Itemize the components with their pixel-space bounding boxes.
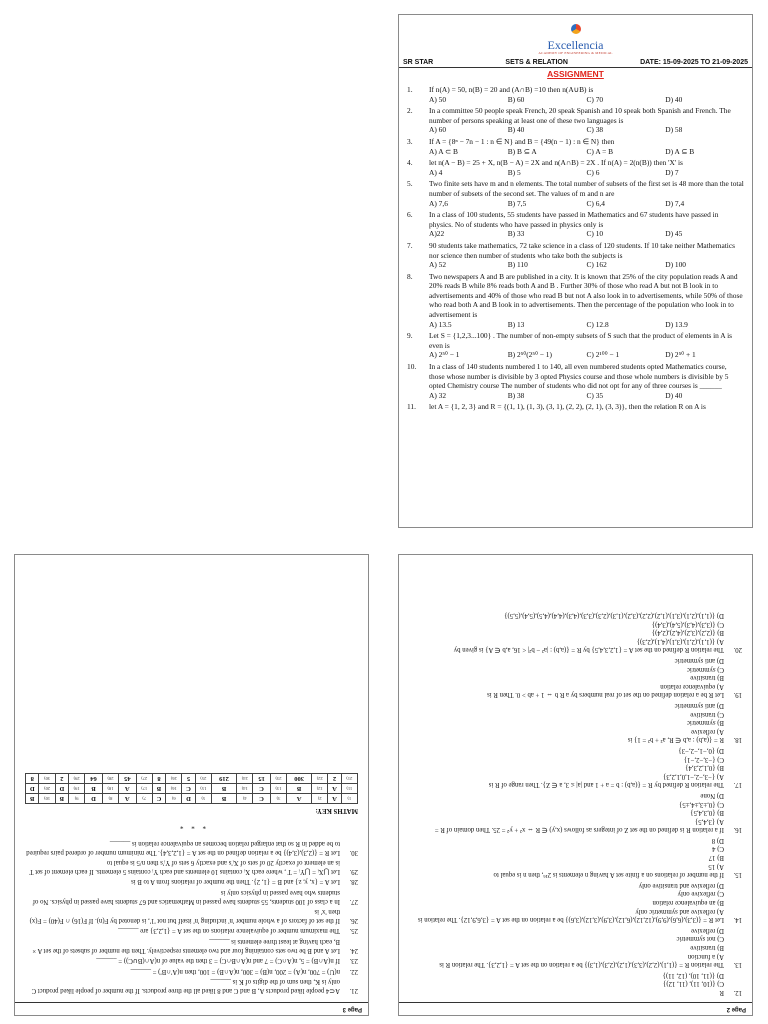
answer-key-number: 29)	[69, 774, 85, 784]
answer-key-answer: 64	[85, 774, 102, 784]
option: D) anti symmetric	[674, 702, 724, 709]
answer-key-row	[26, 794, 358, 804]
question	[15, 907, 368, 924]
option: A) 60	[429, 125, 447, 135]
question-number: 1.	[407, 85, 413, 94]
question	[399, 272, 752, 330]
question-text: The relation R defined on the set A = {1,2,3,4,5} by R = {(a,b) : |a² − b²| < 16, a,b ∈ A} is given by	[453, 646, 724, 654]
question-text: If the set of factors of a whole number 'n' including 'n' itself but not '1', is denoted by F(n). If F(16) ∩ F(40) = F(x) then 'x' is	[29, 908, 340, 924]
answer-key-answer: 8	[26, 774, 39, 784]
option: C) 35	[586, 390, 604, 400]
option: A) {(1,1),(2,1),(3,1),(4,1),(2,3)}	[636, 637, 724, 645]
question-text: In a class of 100 students, 55 students have passed in Mathematics and 67 students have passed in physics. No of students who have passed in physics only is	[32, 889, 340, 905]
option: C) 6,4	[586, 198, 605, 208]
question-number: 14.	[733, 916, 742, 924]
answer-key-answer: D	[85, 794, 102, 804]
option: B) 38	[507, 390, 525, 400]
option: C) 6	[586, 167, 600, 177]
question-number: 29.	[349, 867, 358, 875]
question-text: Let R be a relation defined on the set of real numbers by a R b ⇔ 1 + ab > 0. Then R is	[487, 691, 724, 699]
question-number: 23.	[349, 957, 358, 965]
question-text: n(U) = 700, n(A) = 200, n(B) = 300, n(A∩B) = 100, then n(A'∩B') = ______	[130, 967, 340, 975]
question-body	[429, 210, 744, 239]
header-batch: SR STAR	[403, 59, 434, 66]
question-text: If a relation R is defined on the set Z of integers as follows (x,y) ∈ R ⇔ x² + y² = 25. Then domain of R =	[434, 826, 724, 834]
answer-key-answer: D	[55, 784, 68, 794]
options	[429, 95, 744, 105]
question-number: 13.	[733, 961, 742, 969]
answer-key-number: 20)	[39, 784, 55, 794]
answer-key-number: 18)	[102, 784, 118, 794]
answer-key-answer: 15	[253, 774, 270, 784]
question-number: 9.	[407, 331, 413, 341]
answer-key-title: MATHS KEY:	[315, 807, 358, 815]
option: B) {0,1,2,3,4}	[685, 764, 724, 772]
option: D) reflexive	[690, 926, 724, 934]
logo	[399, 21, 752, 56]
question-text: A⊂4 people liked products A, B and C and 8 liked all the three products. If the number of people liked product C only is K, then sum of the digits of K is ______	[31, 978, 340, 994]
answer-key-number: 16)	[166, 784, 182, 794]
answer-key-number: 6)	[166, 794, 182, 804]
question-number: 17.	[733, 781, 742, 789]
question-number: 3.	[407, 136, 413, 146]
answer-key-number: 21)	[341, 774, 357, 784]
option: C) {0,±3,±4,±5}	[679, 800, 724, 808]
question-text: If A = {8ⁿ − 7n − 1 : n ∈ N} and B = {49(n − 1) : n ∈ N} then	[429, 136, 615, 146]
option: D) 7,4	[665, 198, 685, 208]
question-number: 20.	[733, 646, 742, 654]
option: D) 45	[665, 229, 683, 239]
question-body	[429, 241, 744, 270]
question-text: The relation R defined by R = {(a,b) : b = a + 1 and |a| ≤ 3, a ∈ Z}. Then range of R is	[488, 781, 724, 789]
question	[399, 137, 752, 156]
option: A) 15	[708, 862, 724, 870]
header-topic: SETS & RELATION	[505, 59, 568, 66]
question-body	[429, 272, 744, 330]
answer-key-number: 19)	[69, 784, 85, 794]
option: B) transitive	[690, 674, 724, 682]
question-number: 22.	[349, 967, 358, 975]
question-number: 5.	[407, 179, 413, 189]
answer-key-answer: A	[119, 784, 136, 794]
logo-tagline: ACADEMY OF ENGINEERING & MEDICAL	[538, 51, 613, 55]
option: A) A ⊂ B	[429, 146, 458, 156]
answer-key-number: 1)	[341, 794, 357, 804]
option: C) A = B	[586, 146, 614, 156]
question-text: The relation R = {(1,1),(2,2),(3,3),(1,2),(2,3),(1,3)} be a relation on the set A = {1,2,3}. The relation R is	[439, 961, 724, 969]
question-text: Let R = {(3,3),(6,6),(9,9),(12,12),(6,12),(3,9),(3,12),(3,6)} be a relation on the set A = {3,6,9,12}. The relation is	[418, 916, 724, 924]
question-text: let A = {1, 2, 3} and R = {(1, 1), (1, 3), (3, 1), (2, 2), (2, 1), (3, 3)}, then the relation R on A is	[429, 402, 706, 412]
answer-key-answer: C	[253, 784, 270, 794]
question-text: If the number of relations on a finite set A having n elements is 2¹⁶, then n is equal to	[493, 871, 724, 879]
option: B) 5	[507, 167, 521, 177]
question	[399, 106, 752, 135]
option: A) {−3,−2,−1,0,1,2,3}	[663, 772, 724, 780]
option: C) 70	[586, 94, 604, 104]
option: A) 50	[429, 94, 447, 104]
question	[399, 402, 752, 412]
question-text: If n(A) = 50, n(B) = 20 and (A∩B) =10 then n(A∪B) is	[429, 85, 594, 94]
answer-key-number: 25)	[195, 774, 211, 784]
option: C) reflexive only	[677, 890, 724, 898]
question-text: Two finite sets have m and n elements. The total number of subsets of the first set is 48 more than the total number of subsets of the second set. The values of m and n are	[429, 179, 744, 198]
answer-key-answer: B	[212, 784, 237, 794]
question-text: If n(A∩B) = 5, n(A∩C) = 7 and n(A∩B∩C) = 3 then the value of n(A∩(B∪C)) = ______	[96, 957, 340, 965]
header-date: DATE: 15-09-2025 TO 21-09-2025	[640, 59, 748, 66]
question-text: In a class of 140 students numbered 1 to 140, all even numbered students opted Mathematics course, those whose number is divisible by 3 opted Physics course and those whole numbers is divisible by 5 opted Chemistry course The number of students who did not opt for any of three courses is ______	[429, 362, 729, 391]
answer-key-answer: 300	[287, 774, 312, 784]
question-number: 6.	[407, 210, 413, 220]
option: A) reflexive	[690, 727, 724, 735]
logo-name: Excellencia	[547, 38, 604, 52]
page-3	[14, 554, 369, 1016]
option: D) 2⁵⁰ + 1	[665, 350, 696, 360]
option: C) {−3,−2,−1}	[683, 755, 724, 763]
answer-key-answer: B	[287, 784, 312, 794]
question-body	[409, 790, 724, 833]
option: D) {(11, 10), (12, 11)}	[662, 971, 724, 979]
option: B) 17	[708, 854, 724, 862]
assignment-title: ASSIGNMENT	[547, 69, 604, 79]
question-number: 15.	[733, 871, 742, 879]
option: D) 13.9	[665, 319, 688, 329]
options	[429, 125, 744, 135]
option: A) reflexive and symmetric only	[635, 907, 724, 915]
question-body	[429, 179, 744, 208]
question-number: 10.	[407, 362, 417, 372]
question-text: Let ⋃Xᵢ = ⋃Yᵢ = T , where each Xᵢ contains 10 elements and each Yᵢ contains 5 elements. If each element of set T is an element of exactly 20 of sets of Xᵢ's and exactly 6 sets of Yᵢ's then n/5 is equal to	[29, 859, 340, 875]
option: D) 7	[665, 167, 679, 177]
answer-key-number: 7)	[136, 794, 152, 804]
question-number: 16.	[733, 826, 742, 834]
question-number: 27.	[349, 897, 358, 905]
option: D) 58	[665, 125, 683, 135]
question	[15, 936, 368, 953]
question-number: 25.	[349, 927, 358, 935]
question-text: R	[719, 989, 724, 996]
option: A) 52	[429, 260, 447, 270]
question-list	[15, 839, 368, 995]
answer-key-number: 12)	[312, 784, 328, 794]
question	[399, 158, 752, 177]
option: A) 7,6	[429, 198, 448, 208]
answer-key-answer: 219	[212, 774, 237, 784]
option: B) 7,5	[507, 198, 527, 208]
answer-key-answer: B	[55, 794, 68, 804]
option: D) anti symmetric	[674, 657, 724, 665]
option: B) B ⊆ A	[507, 146, 537, 156]
question-body	[409, 745, 724, 788]
answer-key-number: 3)	[270, 794, 286, 804]
option: B) 13	[507, 319, 525, 329]
option: D) {(1,1),(2,1),(3,1),(1,2),(2,2),(3,2),(1,3),(2,3),(3,3),(4,3),(4,4),(4,5),(5,4),(5,5)}	[504, 612, 724, 620]
question	[399, 835, 752, 878]
question	[15, 887, 368, 904]
answer-key-number: 22)	[312, 774, 328, 784]
option: C) 10	[586, 229, 604, 239]
answer-key-answer: 5	[182, 774, 195, 784]
answer-key-number: 17)	[136, 784, 152, 794]
answer-key-answer: 2	[328, 774, 341, 784]
answer-key-number: 30)	[39, 774, 55, 784]
answer-key-number: 27)	[136, 774, 152, 784]
answer-key-number: 24)	[237, 774, 253, 784]
option: B) {0,3,4,5}	[690, 809, 724, 817]
page-2	[398, 554, 753, 1016]
option: D) 100	[665, 260, 686, 270]
option: A)22	[429, 229, 445, 239]
answer-key-number: 2)	[312, 794, 328, 804]
question-number: 7.	[407, 240, 413, 250]
answer-key-answer: 8	[152, 774, 165, 784]
answer-key-number: 8)	[102, 794, 118, 804]
question-body	[409, 880, 724, 923]
answer-key-answer: 45	[119, 774, 136, 784]
option: C) transitive	[690, 710, 724, 718]
question	[15, 926, 368, 935]
option: A) 4	[429, 167, 443, 177]
question	[399, 241, 752, 270]
question	[15, 977, 368, 994]
question-body	[409, 835, 724, 878]
option: B) transitive	[690, 944, 724, 952]
question-number: 19.	[733, 691, 742, 699]
answer-key-row	[26, 774, 358, 784]
question-number: 4.	[407, 158, 413, 168]
question-body	[429, 362, 744, 400]
question-number: 12.	[733, 989, 742, 996]
answer-key-number: 28)	[102, 774, 118, 784]
page-label: Page 2	[399, 1002, 752, 1015]
question-text: In a committee 50 people speak French, 20 speak Spanish and 10 speak both Spanish and French. The number of persons speaking at least one of these two languages is	[429, 106, 731, 125]
answer-key-answer: A	[328, 784, 341, 794]
option: C) 4	[712, 845, 724, 853]
answer-key-table	[25, 774, 358, 805]
question-number: 21.	[349, 987, 358, 994]
question-body	[409, 970, 724, 996]
answer-key-number: 23)	[270, 774, 286, 784]
question-number: 26.	[349, 916, 358, 924]
option: C) 2¹⁰⁰ − 1	[586, 350, 620, 360]
option: B) 60	[507, 94, 525, 104]
question-body	[429, 106, 744, 135]
options	[429, 199, 744, 209]
question	[399, 790, 752, 833]
question	[399, 85, 752, 104]
question	[15, 877, 368, 886]
question-body	[409, 610, 724, 653]
options	[429, 350, 744, 360]
option: B) {(2,2),(3,2),(4,2),(2,4)}	[651, 629, 724, 637]
option: B) 33	[507, 229, 525, 239]
option: C) 38	[586, 125, 604, 135]
option: A) 2⁵⁰ − 1	[429, 350, 460, 360]
option: C) 162	[586, 260, 607, 270]
page-1	[398, 14, 753, 528]
option: A) 32	[429, 390, 447, 400]
logo-icon	[571, 24, 581, 34]
question-number: 28.	[349, 878, 358, 886]
option: D) 8	[711, 836, 724, 844]
question	[399, 210, 752, 239]
answer-key-number: 15)	[195, 784, 211, 794]
question	[399, 880, 752, 923]
question-number: 30.	[349, 848, 358, 856]
question-text: R = {(a,b) : a,b ∈ R, a² + b² = 1} is	[627, 736, 724, 744]
question-list	[399, 610, 752, 996]
question	[15, 858, 368, 875]
option: A) 13.5	[429, 319, 452, 329]
answer-key-number: 26)	[166, 774, 182, 784]
options	[429, 168, 744, 178]
option: D) A ⊆ B	[665, 146, 695, 156]
question-body	[409, 700, 724, 743]
option: C) symmetric	[686, 665, 724, 673]
option: D) None	[700, 791, 724, 799]
question-body	[429, 137, 744, 156]
answer-key-answer: B	[212, 794, 237, 804]
question-text: The maximum number of equivalence relations on the set A = {1,2,3} are ______	[118, 927, 340, 935]
question-body	[409, 925, 724, 968]
answer-key-answer: A	[287, 794, 312, 804]
question-body	[429, 85, 744, 104]
option: B) symmetric	[686, 719, 724, 727]
answer-key-answer: C	[182, 784, 195, 794]
option: C) {(3,3),(4,3),(5,4),(3,4)}	[651, 620, 724, 628]
options	[429, 320, 744, 330]
question	[399, 331, 752, 360]
answer-key-number: 11)	[341, 784, 357, 794]
answer-key-row	[26, 784, 358, 794]
question-body	[409, 655, 724, 698]
answer-key-answer: 2	[55, 774, 68, 784]
answer-key-answer: D	[182, 794, 195, 804]
question-text: let n(A − B) = 25 + X, n(B − A) = 2X and n(A∩B) = 2X . If n(A) = 2(n(B)) then 'X' is	[429, 158, 683, 168]
question-text: Let A and B be two sets containing four and two elements respectively. Then the number of subsets of the set A × B, each having at least three elements is ______	[32, 938, 340, 954]
answer-key-answer: C	[152, 794, 165, 804]
answer-key-number: 4)	[237, 794, 253, 804]
answer-key-answer: B	[85, 784, 102, 794]
option: B) 40	[507, 125, 525, 135]
question-text: Let S = {1,2,3...100} . The number of non-empty subsets of S such that the product of elements in A is even is	[429, 331, 733, 350]
option: A) a function	[687, 952, 724, 960]
question-number: 18.	[733, 736, 742, 744]
answer-key-number: 9)	[69, 794, 85, 804]
question	[399, 970, 752, 996]
option: D) 40	[665, 390, 683, 400]
option: A) equivalence relation	[660, 682, 724, 690]
question	[15, 966, 368, 975]
question-text: In a class of 100 students, 55 students have passed in Mathematics and 67 students have passed in physics. No of students who have passed in physics only is	[429, 210, 719, 229]
answer-key-answer: D	[26, 784, 39, 794]
options	[429, 147, 744, 157]
page-header	[399, 59, 752, 68]
option: B) an equivalence relation	[652, 899, 724, 907]
question-number: 24.	[349, 946, 358, 954]
question	[399, 745, 752, 788]
options	[429, 229, 744, 239]
option: A) {3,4,5}	[695, 817, 724, 825]
answer-key-answer: B	[152, 784, 165, 794]
answer-key-answer: B	[26, 794, 39, 804]
options	[429, 391, 744, 401]
answer-key-number: 10)	[39, 794, 55, 804]
question-body	[429, 331, 744, 360]
option: D) {0,−1,−2,−3}	[678, 746, 724, 754]
question-number: 11.	[407, 402, 416, 412]
answer-key-answer: A	[328, 794, 341, 804]
question	[399, 610, 752, 653]
question	[399, 655, 752, 698]
end-stars: * * *	[177, 822, 206, 831]
question-number: 2.	[407, 106, 413, 116]
option: D) 40	[665, 94, 683, 104]
option: B) 110	[507, 260, 528, 270]
answer-key-number: 13)	[270, 784, 286, 794]
question-body	[429, 402, 744, 412]
question	[15, 839, 368, 856]
question	[399, 179, 752, 208]
option: C) not symmetric	[676, 935, 724, 943]
question	[399, 925, 752, 968]
question	[399, 700, 752, 743]
option: D) reflexive and transitive only	[638, 881, 724, 889]
options	[429, 260, 744, 270]
answer-key-number: 14)	[237, 784, 253, 794]
question-text: 90 students take mathematics, 72 take science in a class of 120 students. If 10 take neither Mathematics nor science then number of students who take both the subjects is	[429, 240, 736, 260]
question-text: Two newspapers A and B are published in a city. It is known that 25% of the city population reads A and 20% reads B while 8% reads both A and B . Further 30% of those who read A but not B look in to advertisements and 40% of those who read B but not A also look in to advertisements, while 50% of those who read both A and B look in to advertisements. Then the percentage of the population who look in to advertisement is	[429, 271, 743, 320]
answer-key-number: 5)	[195, 794, 211, 804]
answer-key-answer: C	[253, 794, 270, 804]
page-label: Page 3	[15, 1002, 368, 1015]
option: C) 12.8	[586, 319, 609, 329]
question-number: 8.	[407, 271, 413, 281]
question-text: Let R = {(2,3),(3,4)} be a relation defined on the set A = {1,2,3,4}. The minimum number of ordered pairs required to be added in R so that enlarged relation becomes an equivalence relation is ______	[26, 840, 340, 856]
question	[399, 362, 752, 400]
option: B) 2⁵⁰(2⁵⁰ − 1)	[507, 350, 552, 360]
answer-key-answer: A	[119, 794, 136, 804]
option: C) {(10, 11), (11, 12)}	[663, 980, 724, 988]
question-list	[399, 85, 752, 412]
question	[15, 956, 368, 965]
question-text: Let A = {x, y, z} and B = {1, 2}. Then the number of relations from A to B is	[131, 878, 340, 886]
question-body	[429, 158, 744, 177]
